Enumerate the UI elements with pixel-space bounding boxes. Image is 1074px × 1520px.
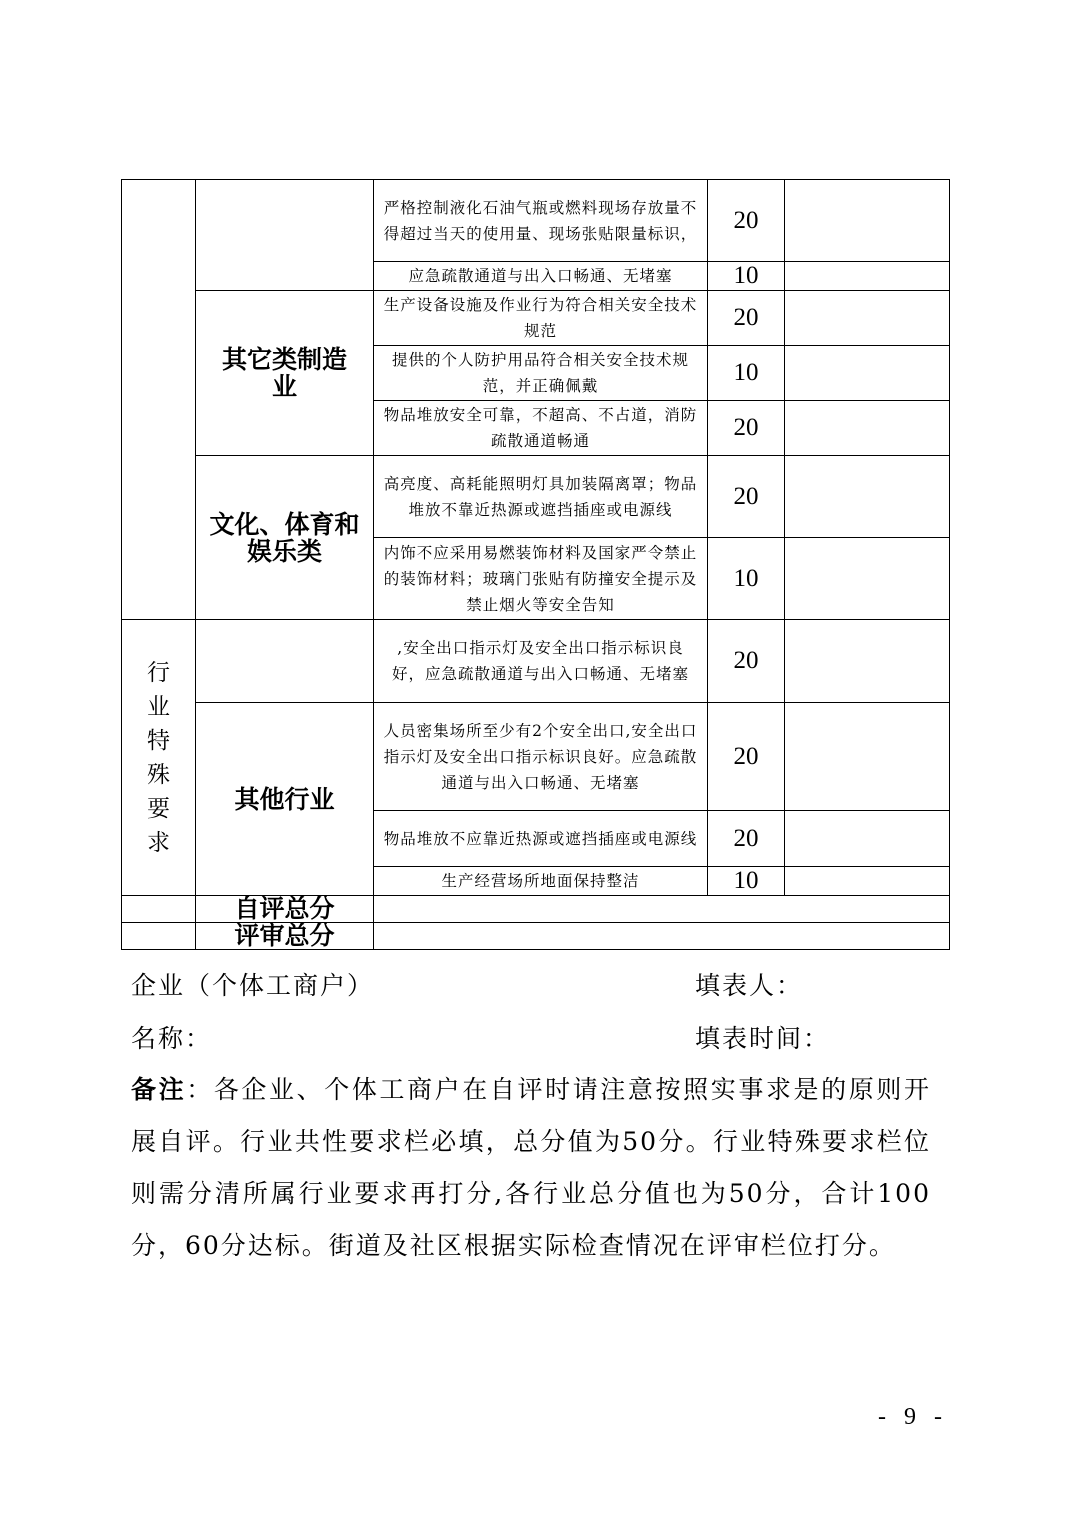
score-value: 20 bbox=[708, 180, 785, 262]
category-other-industries: 其他行业 bbox=[196, 703, 374, 896]
blank-cell bbox=[122, 896, 196, 923]
category-line: 娱乐类 bbox=[246, 536, 322, 566]
score-value: 10 bbox=[708, 538, 785, 620]
requirement-text: ,安全出口指示灯及安全出口指示标识良好，应急疏散通道与出入口畅通、无堵塞 bbox=[374, 620, 708, 703]
score-value: 10 bbox=[708, 262, 785, 291]
group-char: 特 bbox=[147, 727, 170, 754]
category-line: 业 bbox=[271, 372, 297, 401]
score-value: 10 bbox=[708, 867, 785, 896]
table-row bbox=[122, 180, 950, 262]
group-industry-specific bbox=[122, 620, 196, 896]
requirement-text: 内饰不应采用易燃装饰材料及国家严令禁止的装饰材料；玻璃门张贴有防撞安全提示及禁止烟火等安全告知 bbox=[374, 538, 708, 620]
requirement-text: 人员密集场所至少有2个安全出口,安全出口指示灯及安全出口指示标识良好。应急疏散通道与出入口畅通、无堵塞 bbox=[374, 703, 708, 811]
score-value: 20 bbox=[708, 456, 785, 538]
remarks-label: 备注 bbox=[131, 1075, 187, 1104]
evaluation-cell[interactable] bbox=[785, 401, 950, 456]
requirement-text: 物品堆放不应靠近热源或遮挡插座或电源线 bbox=[374, 811, 708, 867]
fill-time-label: 填表时间： bbox=[695, 1024, 831, 1053]
table-row bbox=[122, 703, 950, 811]
score-value: 10 bbox=[708, 346, 785, 401]
requirement-text: 物品堆放安全可靠，不超高、不占道，消防疏散通道畅通 bbox=[374, 401, 708, 456]
safety-self-assessment-table bbox=[121, 179, 950, 950]
requirement-text: 提供的个人防护用品符合相关安全技术规范，并正确佩戴 bbox=[374, 346, 708, 401]
score-value: 20 bbox=[708, 620, 785, 703]
requirement-text: 应急疏散通道与出入口畅通、无堵塞 bbox=[374, 262, 708, 291]
evaluation-cell[interactable] bbox=[785, 346, 950, 401]
requirement-text: 生产设备设施及作业行为符合相关安全技术规范 bbox=[374, 291, 708, 346]
evaluation-cell[interactable] bbox=[785, 262, 950, 291]
review-total-value[interactable] bbox=[374, 923, 950, 950]
blank-cell bbox=[122, 923, 196, 950]
category-other-manufacturing bbox=[196, 291, 374, 456]
self-total-label: 自评总分 bbox=[196, 896, 374, 923]
review-total-row bbox=[122, 923, 950, 950]
remarks-paragraph bbox=[131, 1064, 931, 1272]
category-line: 文化、体育和 bbox=[209, 509, 360, 539]
group-cell-top bbox=[122, 180, 196, 620]
evaluation-cell[interactable] bbox=[785, 703, 950, 811]
evaluation-cell[interactable] bbox=[785, 180, 950, 262]
evaluation-cell[interactable] bbox=[785, 811, 950, 867]
table-row bbox=[122, 291, 950, 346]
review-total-label: 评审总分 bbox=[196, 923, 374, 950]
category-culture-sports bbox=[196, 456, 374, 620]
category-line: 其它类制造 bbox=[221, 345, 347, 374]
page-number: - 9 - bbox=[878, 1404, 948, 1430]
score-value: 20 bbox=[708, 811, 785, 867]
group-char: 求 bbox=[147, 829, 170, 856]
self-total-value[interactable] bbox=[374, 896, 950, 923]
evaluation-cell[interactable] bbox=[785, 538, 950, 620]
group-char: 殊 bbox=[147, 761, 170, 788]
score-value: 20 bbox=[708, 401, 785, 456]
group-char: 要 bbox=[147, 795, 170, 822]
score-value: 20 bbox=[708, 291, 785, 346]
table-row bbox=[122, 456, 950, 538]
requirement-text: 生产经营场所地面保持整洁 bbox=[374, 867, 708, 896]
requirement-text: 严格控制液化石油气瓶或燃料现场存放量不得超过当天的使用量、现场张贴限量标识， bbox=[374, 180, 708, 262]
group-char: 业 bbox=[147, 693, 170, 720]
evaluation-cell[interactable] bbox=[785, 456, 950, 538]
group-char: 行 bbox=[147, 659, 170, 686]
evaluation-cell[interactable] bbox=[785, 620, 950, 703]
category-cell-empty bbox=[196, 620, 374, 703]
filler-label: 填表人： bbox=[695, 971, 804, 1000]
remarks-text: ：各企业、个体工商户在自评时请注意按照实事求是的原则开展自评。行业共性要求栏必填，总分值为50分。行业特殊要求栏位则需分清所属行业要求再打分,各行业总分值也为50分，合计100分，60分达标。街道及社区根据实际检查情况在评审栏位打分。 bbox=[131, 1075, 931, 1260]
self-total-row bbox=[122, 896, 950, 923]
table-row bbox=[122, 620, 950, 703]
evaluation-cell[interactable] bbox=[785, 867, 950, 896]
company-name-label: 企业（个体工商户） bbox=[131, 971, 375, 1000]
evaluation-cell[interactable] bbox=[785, 291, 950, 346]
requirement-text: 高亮度、高耗能照明灯具加装隔离罩；物品堆放不靠近热源或遮挡插座或电源线 bbox=[374, 456, 708, 538]
company-name-label-cont: 名称： bbox=[131, 1024, 213, 1053]
score-value: 20 bbox=[708, 703, 785, 811]
category-cell-empty bbox=[196, 180, 374, 291]
